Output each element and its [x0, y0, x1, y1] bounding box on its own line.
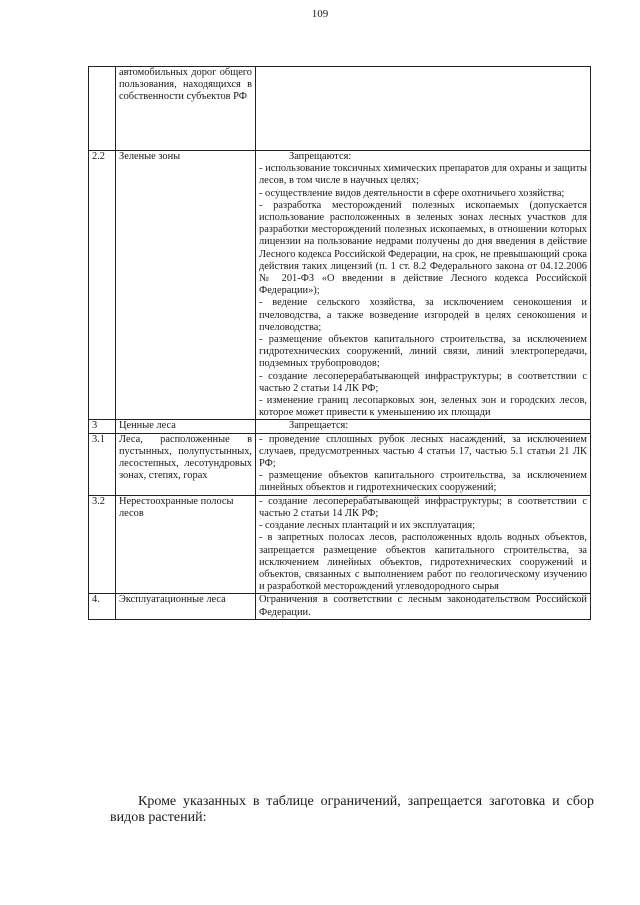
restriction-item: - создание лесных плантаций и их эксплуатация;	[259, 520, 476, 532]
row-number: 3.1	[89, 433, 116, 495]
restriction-item: - изменение границ лесопарковых зон, зеленых зон и городских лесов, которое может привести к уменьшению их площади	[259, 395, 587, 419]
restriction-item: - разработка месторождений полезных ископаемых (допускается использование расположенных в зеленых зонах лесных участков для разработки месторождений полезных ископаемых, в отношении которых лицензии на пользование недрами получены до дня введения в действие Лесного кодекса Российской Федерации, на срок, не превышающий срока действия таких лицензий (п. 1 ст. 8.2 Федерального закона от 04.12.2006 № 201-ФЗ «О введении в действие Лесного кодекса Российской Федерации»);	[259, 199, 587, 297]
restriction-item: - использование токсичных химических препаратов для охраны и защиты лесов, в том числе в научных целях;	[259, 163, 587, 187]
restriction-cell	[256, 67, 591, 151]
restriction-cell	[256, 495, 591, 594]
zone-name: Эксплуатационные леса	[116, 594, 256, 619]
restriction-item: - создание лесоперерабатывающей инфраструктуры; в соответствии с частью 2 статьи 14 ЛК РФ;	[259, 495, 587, 519]
restriction-cell	[256, 433, 591, 495]
row-number: 3	[89, 420, 116, 433]
zone-name: Нерестоохранные полосы лесов	[116, 495, 256, 594]
restriction-heading: Запрещается:	[289, 420, 349, 432]
zone-name: Леса, расположенные в пустынных, полупустынных, лесостепных, лесотундровых зонах, степях, горах	[116, 433, 256, 495]
restriction-heading: Запрещаются:	[289, 151, 352, 162]
row-number	[89, 67, 116, 151]
row-number: 4.	[89, 594, 116, 619]
table-row	[89, 495, 591, 594]
restriction-cell	[256, 420, 591, 433]
paragraph-text: Кроме указанных в таблице ограничений, запрещается заготовка и сбор видов растений:	[110, 794, 594, 825]
restriction-item: Ограничения в соответствии с лесным законодательством Российской Федерации.	[259, 594, 587, 618]
table-row	[89, 151, 591, 420]
table-row	[89, 420, 591, 433]
restriction-item: - в запретных полосах лесов, расположенных вдоль водных объектов, запрещается размещение объектов капитального строительства, за исключением линейных объектов, гидротехнических сооружений и объектов, связанных с выполнением работ по геологическому изучению и разработкой месторождений углеводородного сырья	[259, 532, 587, 593]
zone-name: Ценные леса	[116, 420, 256, 433]
restriction-cell	[256, 151, 591, 420]
page-number: 109	[311, 8, 329, 20]
row-number: 3.2	[89, 495, 116, 594]
body-paragraph	[110, 794, 594, 826]
restriction-item: - размещение объектов капитального строительства, за исключением линейных объектов и гидротехнических сооружений;	[259, 470, 587, 494]
table-row	[89, 433, 591, 495]
restriction-item: - проведение сплошных рубок лесных насаждений, за исключением случаев, предусмотренных частью 4 статьи 17, частью 5.1 статьи 21 ЛК РФ;	[259, 433, 587, 470]
zone-name: Зеленые зоны	[116, 151, 256, 420]
restriction-item: - создание лесоперерабатывающей инфраструктуры; в соответствии с частью 2 статьи 14 ЛК РФ;	[259, 370, 587, 394]
restriction-item: - ведение сельского хозяйства, за исключением сенокошения и пчеловодства, а также возведение изгородей в целях сенокошения и пчеловодства;	[259, 297, 587, 333]
table-row	[89, 594, 591, 619]
restriction-item: - осуществление видов деятельности в сфере охотничьего хозяйства;	[259, 187, 565, 199]
restriction-item: - размещение объектов капитального строительства, за исключением гидротехнических сооружений, линий связи, линий электропередачи, подземных трубопроводов;	[259, 334, 587, 370]
table-row	[89, 67, 591, 151]
row-number: 2.2	[89, 151, 116, 420]
zone-name: автомобильных дорог общего пользования, находящихся в собственности субъектов РФ	[116, 67, 256, 151]
restriction-cell	[256, 594, 591, 619]
restrictions-table	[88, 66, 591, 620]
